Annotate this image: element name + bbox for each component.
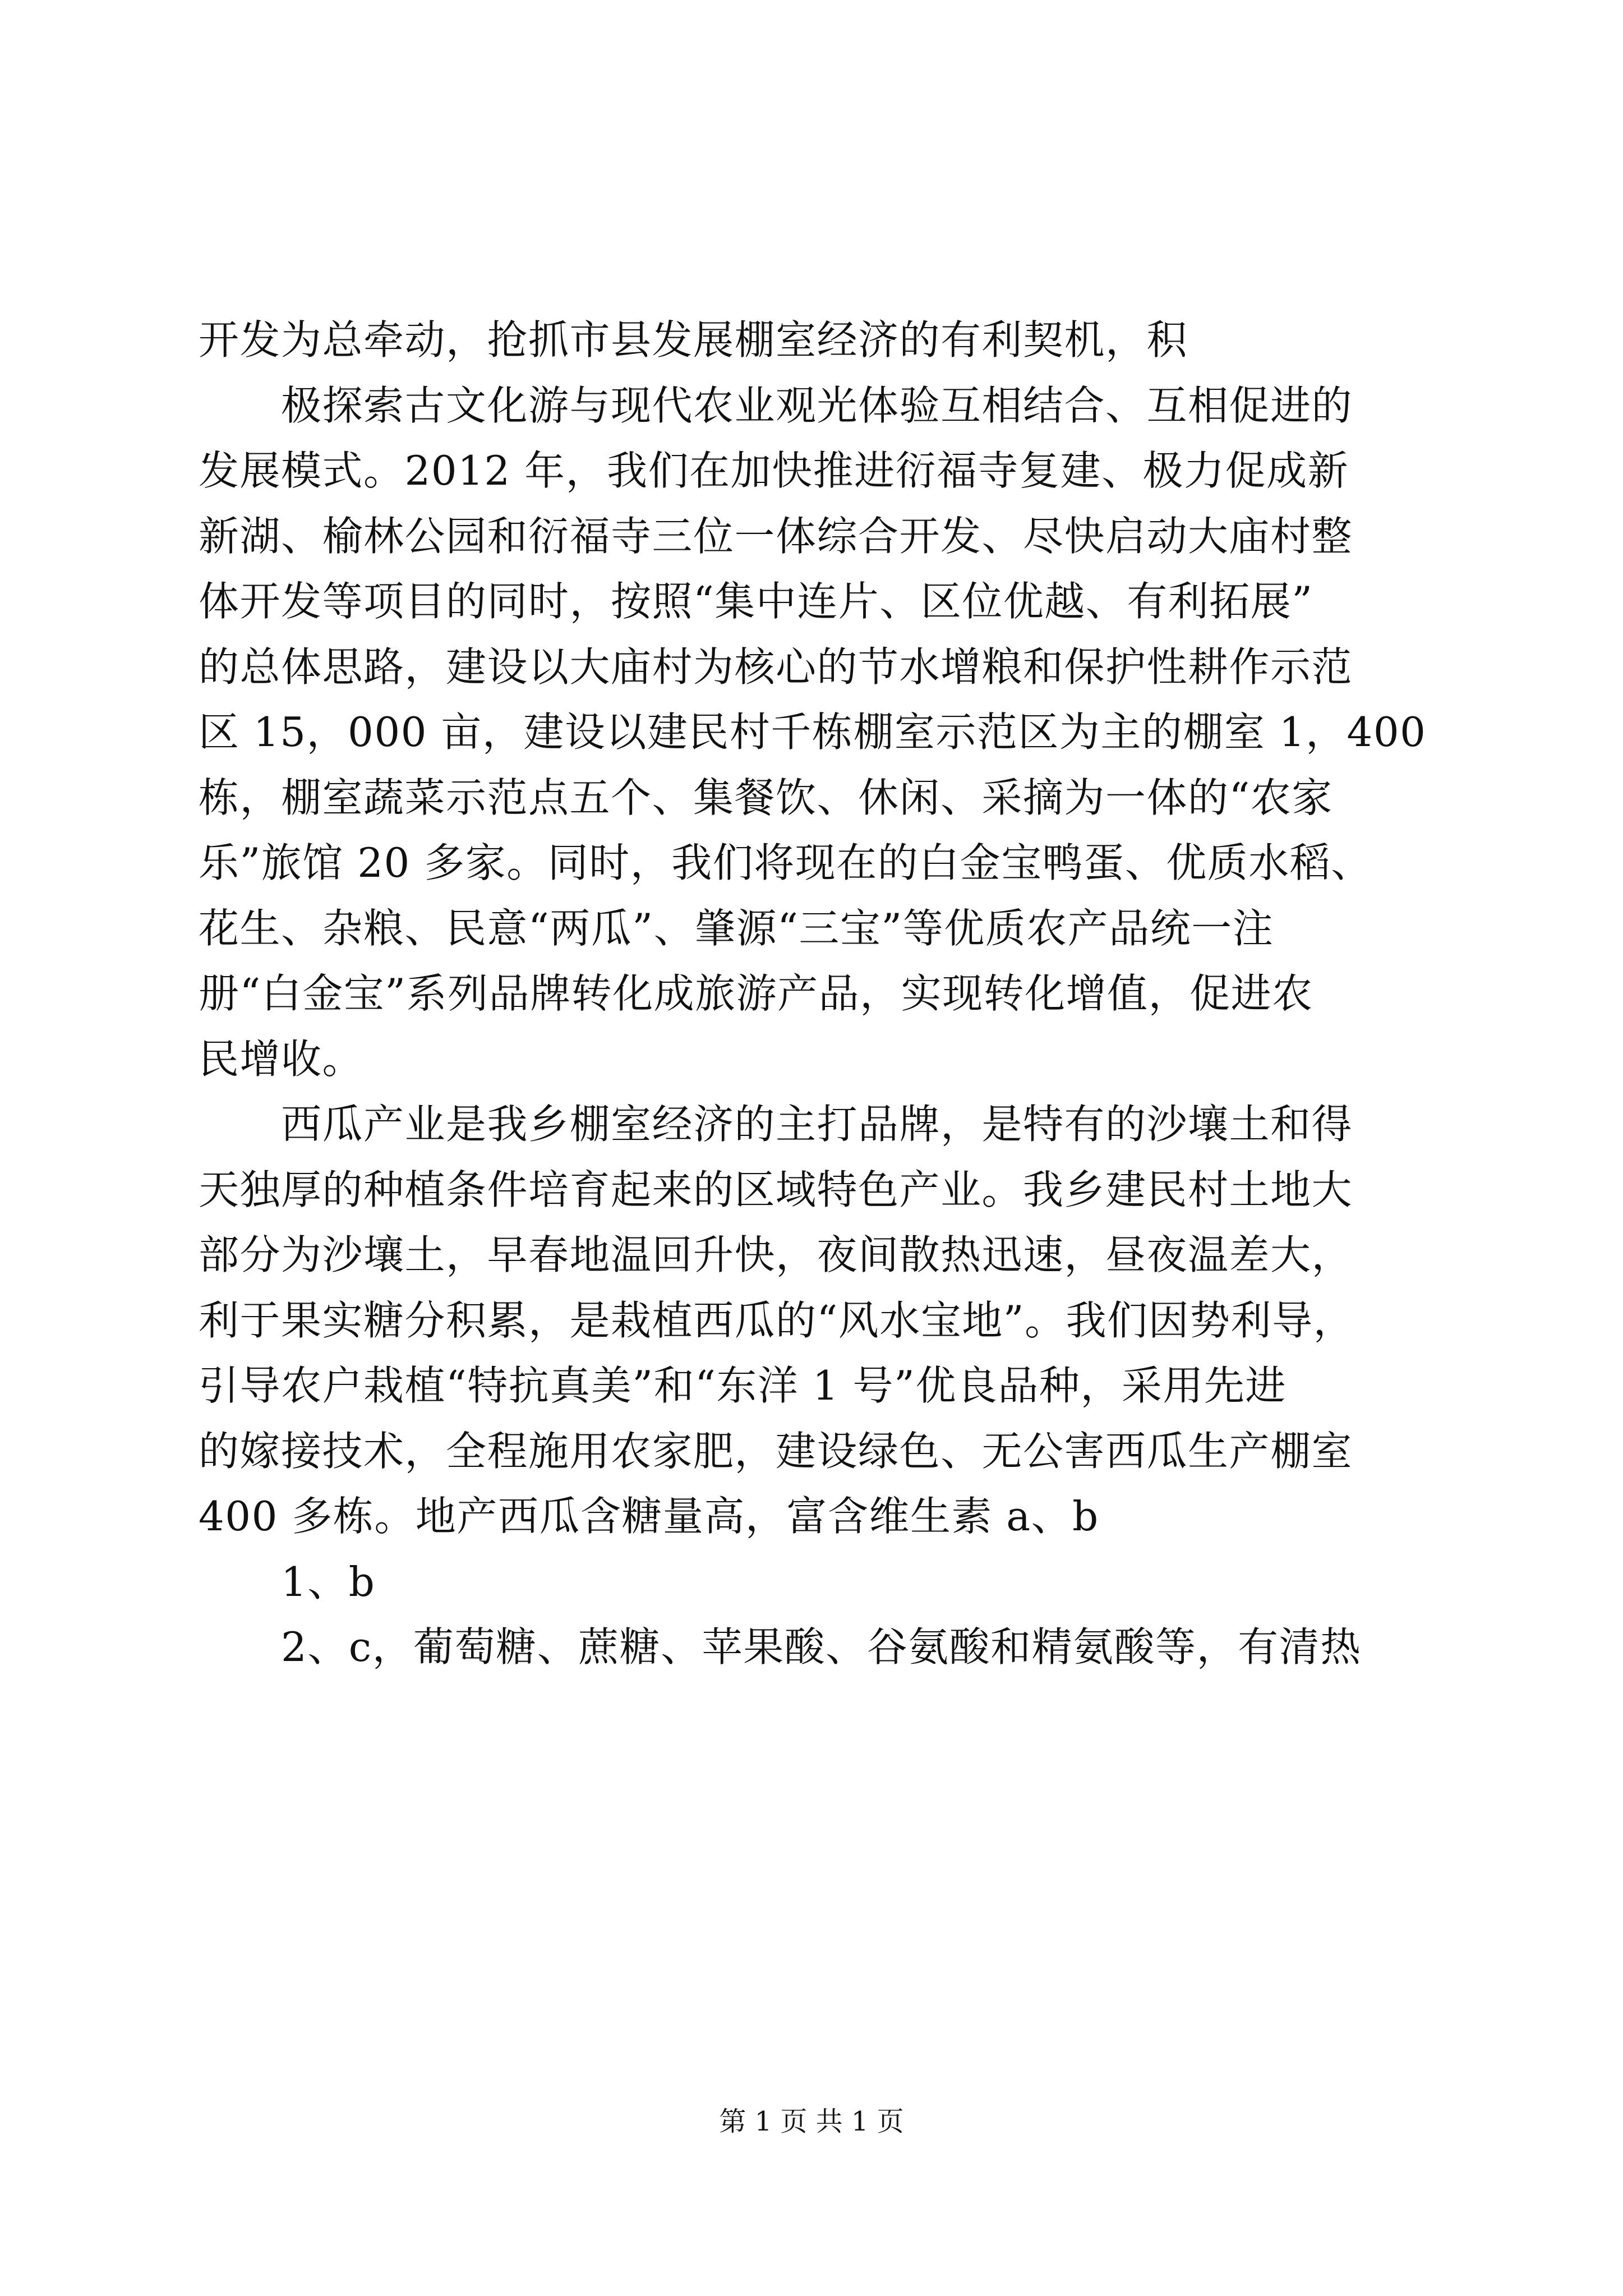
text-line: 的嫁接技术，全程施用农家肥，建设绿色、无公害西瓜生产棚室 [199,1427,1353,1475]
text-line: 乐”旅馆 20 多家。同时，我们将现在的白金宝鸭蛋、优质水稻、 [199,839,1372,886]
text-line: 天独厚的种植条件培育起来的区域特色产业。我乡建民村土地大 [199,1166,1353,1213]
text-line: 区 15，000 亩，建设以建民村千栋棚室示范区为主的棚室 1，400 [199,708,1427,756]
text-line: 发展模式。2012 年，我们在加快推进衍福寺复建、极力促成新 [199,447,1349,494]
text-line: 民增收。 [199,1035,364,1083]
text-line: 西瓜产业是我乡棚室经济的主打品牌，是特有的沙壤土和得 [199,1101,1353,1148]
page-footer [0,2105,1623,2138]
text-line: 利于果实糖分积累，是栽植西瓜的“风水宝地”。我们因势利导， [199,1296,1355,1344]
text-line: 2、c，葡萄糖、蔗糖、苹果酸、谷氨酸和精氨酸等，有清热 [199,1623,1362,1671]
text-line: 体开发等项目的同时，按照“集中连片、区位优越、有利拓展” [199,578,1313,625]
text-line: 引导农户栽植“特抗真美”和“东洋 1 号”优良品种，采用先进 [199,1362,1287,1409]
text-line: 极探索古文化游与现代农业观光体验互相结合、互相促进的 [199,381,1353,429]
text-line: 的总体思路，建设以大庙村为核心的节水增粮和保护性耕作示范 [199,643,1353,691]
text-line: 花生、杂粮、民意“两瓜”、肇源“三宝”等优质农产品统一注 [199,904,1274,952]
text-line: 开发为总牵动，抢抓市县发展棚室经济的有利契机，积 [199,316,1188,364]
document-body [199,307,1432,1680]
page-number-label: 第 1 页 共 1 页 [719,2106,904,2137]
text-line: 部分为沙壤土，早春地温回升快，夜间散热迅速，昼夜温差大， [199,1231,1353,1278]
text-line: 新湖、榆林公园和衍福寺三位一体综合开发、尽快启动大庙村整 [199,512,1353,560]
text-line: 400 多栋。地产西瓜含糖量高，富含维生素 a、b [199,1493,1099,1540]
text-line: 栋，棚室蔬菜示范点五个、集餐饮、休闲、采摘为一体的“农家 [199,774,1333,821]
text-line: 1、b [199,1558,376,1605]
text-line: 册“白金宝”系列品牌转化成旅游产品，实现转化增值，促进农 [199,970,1313,1017]
